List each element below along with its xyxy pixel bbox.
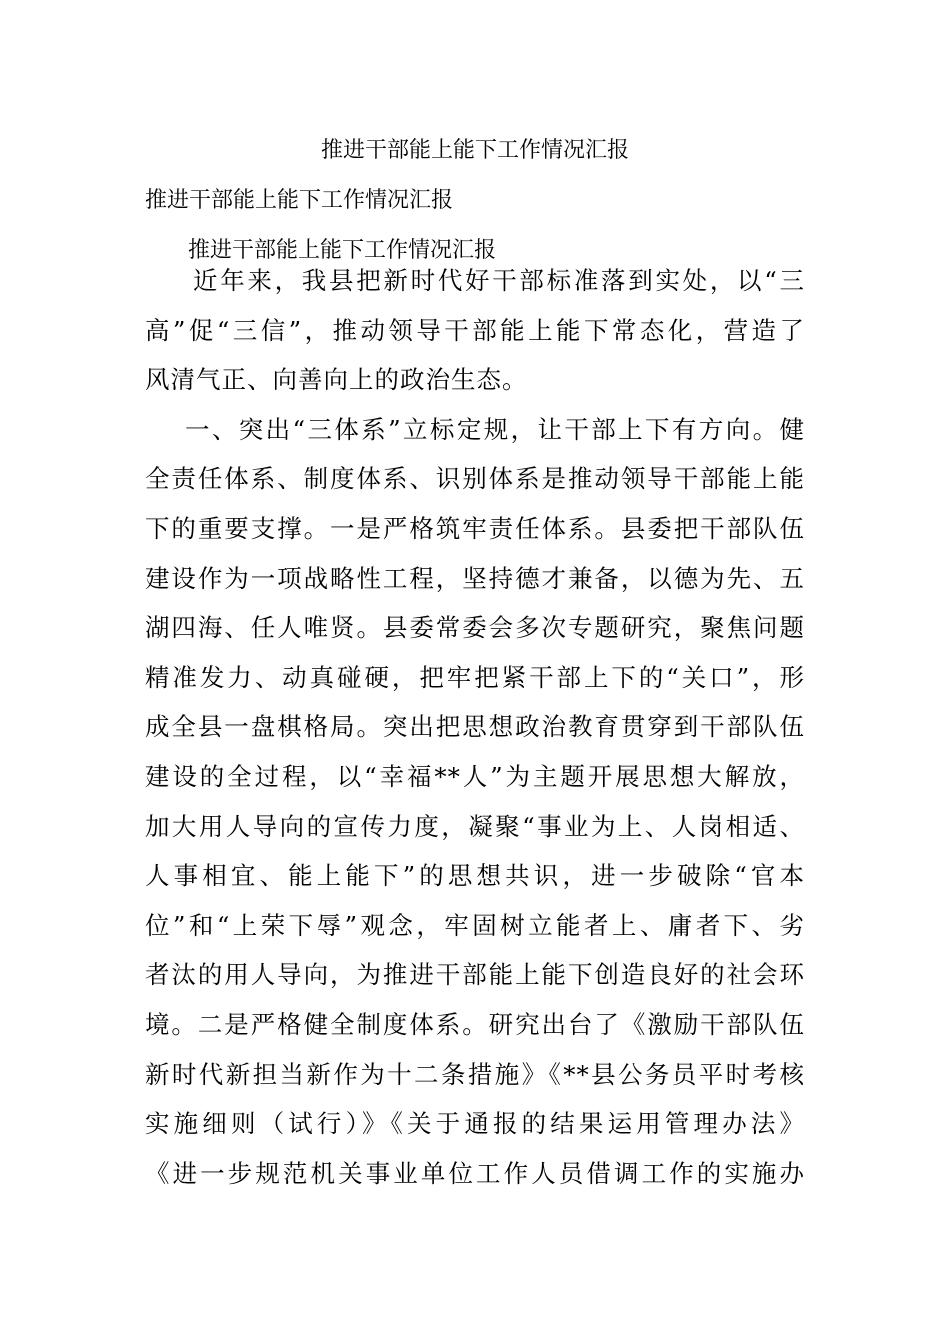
body-line: 建设作为一项战略性工程，坚持德才兼备，以德为先、五 — [145, 563, 805, 593]
body-line: 实施细则（试行）》《关于通报的结果运用管理办法》 — [145, 1109, 805, 1139]
body-line: 境。二是严格健全制度体系。研究出台了《激励干部队伍 — [145, 1009, 805, 1039]
body-line: 高”促“三信”，推动领导干部能上能下常态化，营造了 — [145, 315, 805, 345]
document-subtitle-1: 推进干部能上能下工作情况汇报 — [145, 188, 454, 213]
body-line: 精准发力、动真碰硬，把牢把紧干部上下的“关口”，形 — [145, 662, 805, 692]
document-title: 推进干部能上能下工作情况汇报 — [320, 138, 629, 163]
body-line: 人事相宜、能上能下”的思想共识，进一步破除“官本 — [145, 861, 805, 891]
body-line: 湖四海、任人唯贤。县委常委会多次专题研究，聚焦问题 — [145, 613, 805, 643]
body-line: 位”和“上荣下辱”观念，牢固树立能者上、庸者下、劣 — [145, 910, 805, 940]
body-line: 一、突出“三体系”立标定规，让干部上下有方向。健 — [185, 414, 805, 444]
document-subtitle-2: 推进干部能上能下工作情况汇报 — [188, 238, 497, 263]
document-body — [145, 256, 810, 1198]
body-line: 加大用人导向的宣传力度，凝聚“事业为上、人岗相适、 — [145, 811, 805, 841]
body-line: 下的重要支撑。一是严格筑牢责任体系。县委把干部队伍 — [145, 513, 805, 543]
body-line: 成全县一盘棋格局。突出把思想政治教育贯穿到干部队伍 — [145, 712, 805, 742]
body-line: 全责任体系、制度体系、识别体系是推动领导干部能上能 — [145, 464, 805, 494]
body-line: 风清气正、向善向上的政治生态。 — [145, 365, 528, 395]
body-line: 者汰的用人导向，为推进干部能上能下创造良好的社会环 — [145, 960, 805, 990]
body-line: 近年来，我县把新时代好干部标准落到实处，以“三 — [193, 266, 805, 295]
body-line: 新时代新担当新作为十二条措施》《**县公务员平时考核 — [145, 1059, 805, 1089]
body-line: 建设的全过程，以“幸福**人”为主题开展思想大解放， — [145, 761, 805, 791]
body-line: 《进一步规范机关事业单位工作人员借调工作的实施办 — [145, 1158, 805, 1188]
